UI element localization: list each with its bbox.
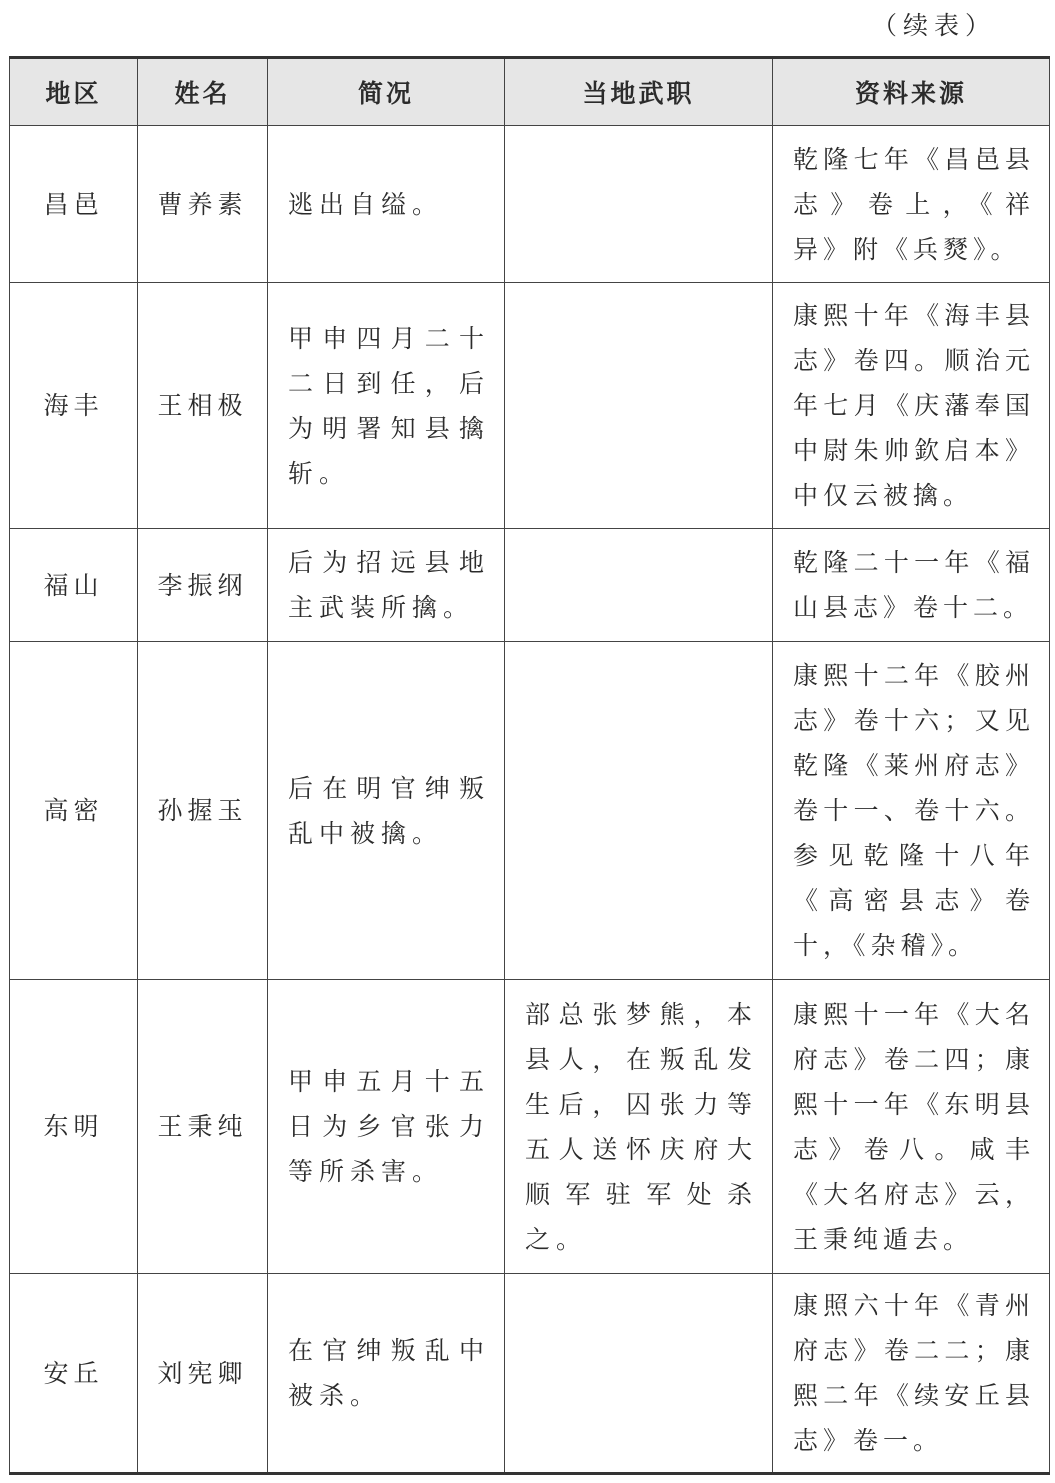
header-row [10, 58, 1050, 126]
summary-cell: 后在明官绅叛乱中被擒。 [268, 642, 505, 980]
summary-cell: 在官绅叛乱中被杀。 [268, 1274, 505, 1474]
summary-cell: 逃出自缢。 [268, 126, 505, 283]
table-row [10, 283, 1050, 529]
name-cell: 孙握玉 [138, 642, 268, 980]
source-cell: 乾隆二十一年《福山县志》卷十二。 [773, 529, 1050, 642]
name-cell: 李振纲 [138, 529, 268, 642]
region-cell: 高密 [10, 642, 138, 980]
local-post-cell [505, 1274, 773, 1474]
region-cell: 昌邑 [10, 126, 138, 283]
source-cell: 康熙十一年《大名府志》卷二四；康熙十一年《东明县志》卷八。咸丰《大名府志》云，王秉纯遁去。 [773, 980, 1050, 1274]
local-post-cell [505, 283, 773, 529]
header-name: 姓名 [138, 58, 268, 126]
region-cell: 安丘 [10, 1274, 138, 1474]
region-cell: 海丰 [10, 283, 138, 529]
region-cell: 福山 [10, 529, 138, 642]
source-cell: 康照六十年《青州府志》卷二二；康熙二年《续安丘县志》卷一。 [773, 1274, 1050, 1474]
header-region: 地区 [10, 58, 138, 126]
summary-cell: 后为招远县地主武装所擒。 [268, 529, 505, 642]
local-post-cell [505, 126, 773, 283]
local-post-cell [505, 529, 773, 642]
table-continued-caption: （续表） [872, 11, 997, 40]
header-source: 资料来源 [773, 58, 1050, 126]
name-cell: 王秉纯 [138, 980, 268, 1274]
source-cell: 康熙十年《海丰县志》卷四。顺治元年七月《庆藩奉国中尉朱帅欽启本》中仅云被擒。 [773, 283, 1050, 529]
local-post-cell: 部总张梦熊，本县人，在叛乱发生后，囚张力等五人送怀庆府大顺军驻军处杀之。 [505, 980, 773, 1274]
table-row [10, 980, 1050, 1274]
region-cell: 东明 [10, 980, 138, 1274]
table-row [10, 126, 1050, 283]
table-row [10, 1274, 1050, 1474]
name-cell: 王相极 [138, 283, 268, 529]
name-cell: 曹养素 [138, 126, 268, 283]
table-row [10, 642, 1050, 980]
source-cell: 乾隆七年《昌邑县志》卷上，《祥异》附《兵燹》。 [773, 126, 1050, 283]
summary-cell: 甲申四月二十二日到任，后为明署知县擒斩。 [268, 283, 505, 529]
local-post-cell [505, 642, 773, 980]
source-cell: 康熙十二年《胶州志》卷十六；又见乾隆《莱州府志》卷十一、卷十六。参见乾隆十八年《高密县志》卷十，《杂稽》。 [773, 642, 1050, 980]
officials-table [9, 56, 1050, 1475]
table-row [10, 529, 1050, 642]
name-cell: 刘宪卿 [138, 1274, 268, 1474]
header-summary: 简况 [268, 58, 505, 126]
header-local-post: 当地武职 [505, 58, 773, 126]
summary-cell: 甲申五月十五日为乡官张力等所杀害。 [268, 980, 505, 1274]
